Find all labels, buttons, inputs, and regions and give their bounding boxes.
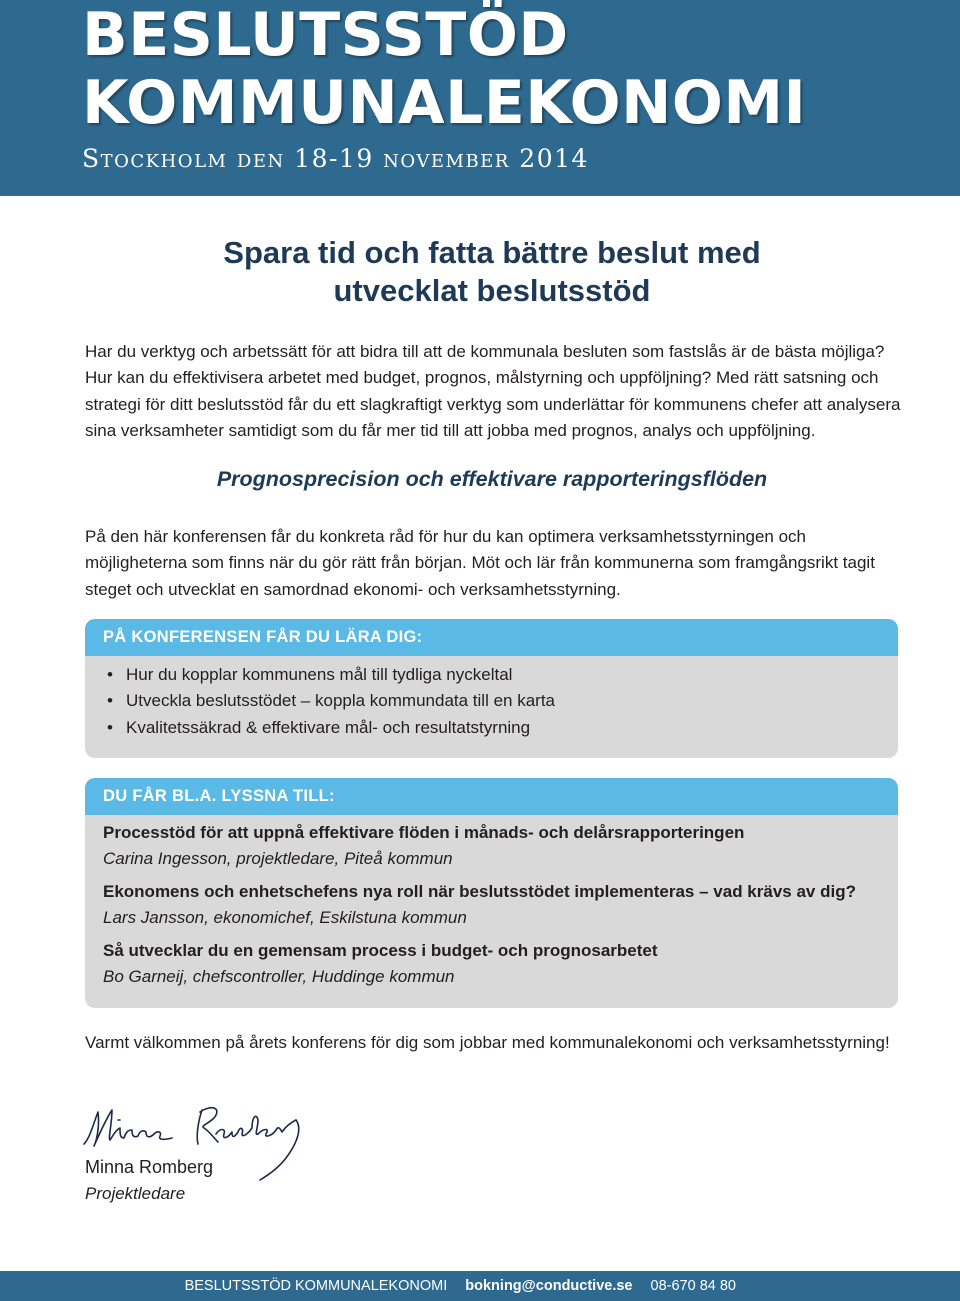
talk-item — [85, 938, 898, 990]
welcome-paragraph: Varmt välkommen på årets konferens för dig som jobbar med kommunalekonomi och verksamhetsstyrning! — [85, 1033, 890, 1052]
headline-line-2: utvecklat beslutsstöd — [333, 273, 651, 308]
learn-box-heading: PÅ KONFERENSEN FÅR DU LÄRA DIG: — [85, 619, 898, 656]
intro-paragraph: Har du verktyg och arbetssätt för att bidra till att de kommunala besluten som fastslås är de bästa möjliga? Hur kan du effektivisera arbetet med budget, prognos, målstyrning och uppföljning? Med rätt satsning och strategi för ditt beslutsstöd får du ett slagkraftigt verktyg som underlättar för kommunens chefer att analysera sina verksamheter samtidigt som du får mer tid till att jobba med prognos, analys och uppföljning. — [85, 342, 901, 440]
learn-item-text: Utveckla beslutsstödet – koppla kommundata till en karta — [126, 691, 556, 711]
footer-brand: BESLUTSSTÖD KOMMUNALEKONOMI — [184, 1278, 448, 1294]
speakers-box-heading: DU FÅR BL.A. LYSSNA TILL: — [85, 778, 898, 815]
bullet-icon: • — [107, 717, 113, 737]
learn-item-text: Hur du kopplar kommunens mål till tydliga nyckeltal — [126, 665, 513, 684]
signatory-name: Minna Romberg — [85, 1157, 214, 1177]
headline-line-1: Spara tid och fatta bättre beslut med — [223, 235, 761, 270]
speakers-box — [85, 778, 898, 1008]
subheading: Prognosprecision och effektivare rapporteringsflöden — [216, 467, 768, 491]
learn-box — [85, 619, 898, 758]
learn-list-item — [107, 715, 898, 741]
talk-title: Så utvecklar du en gemensam process i budget- och prognosarbetet — [103, 941, 658, 960]
event-date-location: Stockholm den 18-19 november 2014 — [82, 144, 589, 173]
learn-item-text: Kvalitetssäkrad & effektivare mål- och resultatstyrning — [126, 717, 531, 737]
talk-speaker: Carina Ingesson, projektledare, Piteå kommun — [103, 849, 453, 868]
title-line-1: BESLUTSSTÖD — [82, 0, 569, 70]
talk-speaker: Bo Garneij, chefscontroller, Huddinge kommun — [103, 967, 455, 986]
talk-list — [85, 815, 898, 990]
learn-list-item — [107, 688, 898, 714]
header-banner — [0, 0, 960, 196]
talk-title: Processtöd för att uppnå effektivare flöden i månads- och delårsrapporteringen — [103, 823, 745, 842]
talk-item — [85, 820, 898, 872]
headline — [0, 234, 960, 310]
learn-list — [85, 656, 898, 741]
talk-speaker: Lars Jansson, ekonomichef, Eskilstuna kommun — [103, 908, 467, 927]
talk-item — [85, 879, 898, 931]
title-line-2: KOMMUNALEKONOMI — [82, 68, 807, 138]
footer-email-link[interactable]: bokning@conductive.se — [465, 1278, 633, 1294]
talk-title: Ekonomens och enhetschefens nya roll när beslutsstödet implementeras – vad krävs av dig? — [103, 882, 856, 901]
body-paragraph: På den här konferensen får du konkreta råd för hur du kan optimera verksamhetsstyrningen och möjligheterna som finns när du gör rätt från början. Möt och lär från kommunerna som framgångsrikt tagit steget och utvecklat en samordnad ekonomi- och verksamhetsstyrning. — [85, 527, 875, 599]
bullet-icon: • — [107, 665, 113, 684]
footer-bar — [0, 1271, 960, 1301]
learn-list-item — [107, 662, 898, 688]
signatory-role: Projektledare — [85, 1184, 186, 1203]
bullet-icon: • — [107, 691, 113, 711]
footer-phone: 08-670 84 80 — [650, 1278, 736, 1294]
